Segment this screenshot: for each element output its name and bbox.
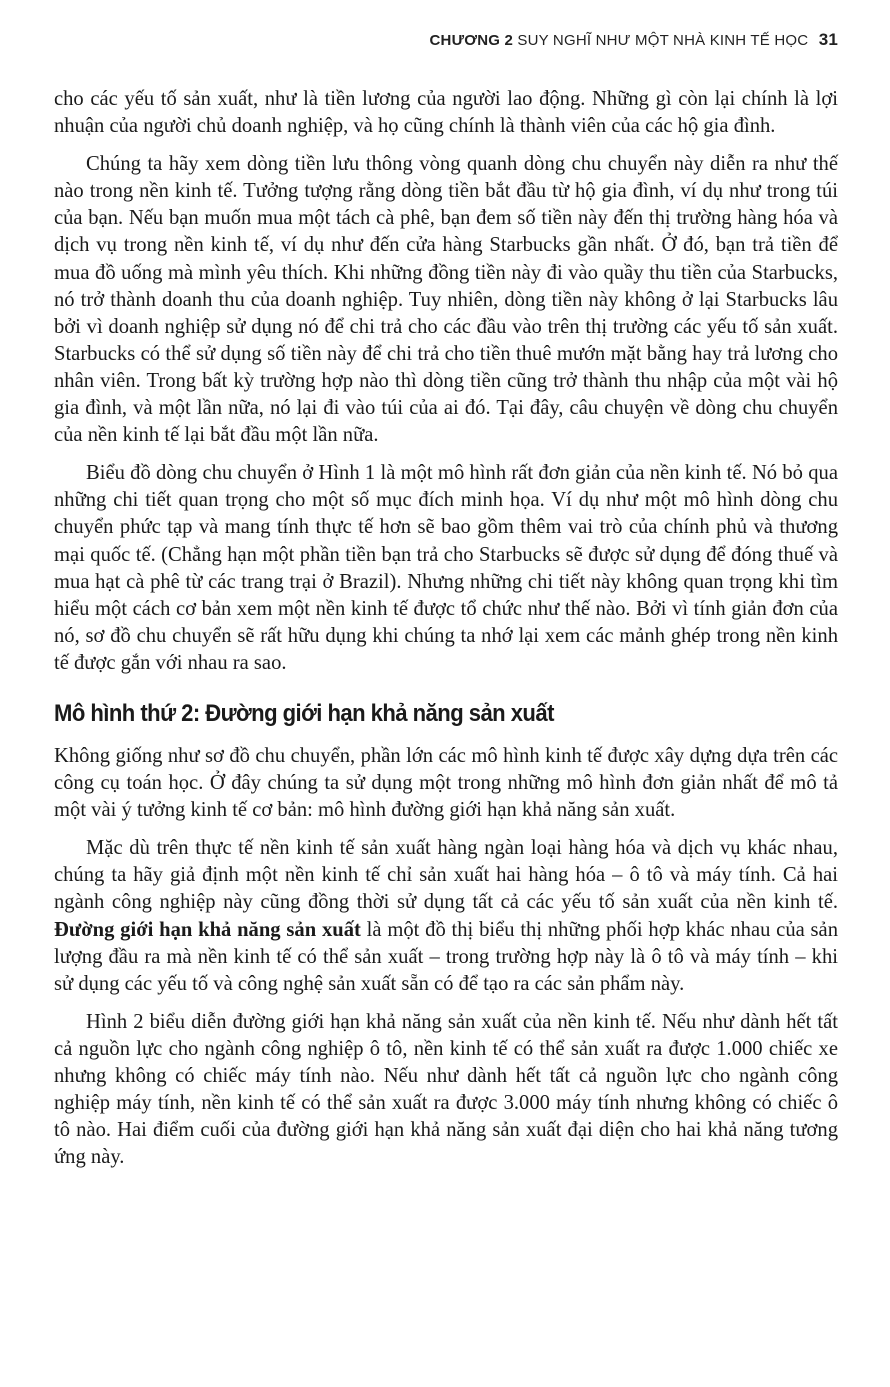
paragraph-circular-flow-model: Biểu đồ dòng chu chuyển ở Hình 1 là một mô hình rất đơn giản của nền kinh tế. Nó bỏ qua những chi tiết quan trọng cho một số mục đích minh họa. Ví dụ như một mô hình dòng chu chuyển phức tạp và mang tính thực tế hơn sẽ bao gồm thêm vai trò của chính phủ và thương mại quốc tế. (Chẳng hạn một phần tiền bạn trả cho Starbucks sẽ được sử dụng để đóng thuế và mua hạt cà phê từ các trang trại ở Brazil). Nhưng những chi tiết này không quan trọng khi tìm hiểu một cách cơ bản xem một nền kinh tế được tổ chức như thế nào. Bởi vì tính giản đơn của nó, sơ đồ chu chuyển sẽ rất hữu dụng khi chúng ta nhớ lại xem các mảnh ghép trong nền kinh tế được gắn với nhau ra sao. [54,462,838,674]
chapter-label: CHƯƠNG 2 [429,32,514,49]
chapter-title: SUY NGHĨ NHƯ MỘT NHÀ KINH TẾ HỌC [517,32,809,49]
ppf-text-before: Mặc dù trên thực tế nền kinh tế sản xuất hàng ngàn loại hàng hóa và dịch vụ khác nhau, chúng ta hãy giả định một nền kinh tế chỉ sản xuất hai hàng hóa – ô tô và máy tính. Cả hai ngành công nghiệp này cũng đồng thời sử dụng tất cả các yếu tố sản xuất của nền kinh tế. [54,837,838,914]
paragraph-continued: cho các yếu tố sản xuất, như là tiền lương của người lao động. Những gì còn lại chính là lợi nhuận của người chủ doanh nghiệp, và họ cũng chính là thành viên của các hộ gia đình. [54,88,838,138]
paragraph-figure-2: Hình 2 biểu diễn đường giới hạn khả năng sản xuất của nền kinh tế. Nếu như dành hết tất cả nguồn lực cho ngành công nghiệp ô tô, nền kinh tế có thể sản xuất ra được 1.000 chiếc xe nhưng không có chiếc máy tính nào. Nếu như dành hết tất cả nguồn lực cho ngành công nghiệp máy tính, nền kinh tế có thể sản xuất ra được 3.000 máy tính nhưng không có chiếc ô tô nào. Hai điểm cuối của đường giới hạn khả năng sản xuất đại diện cho hai khả năng tương ứng này. [54,1010,838,1169]
section-heading: Mô hình thứ 2: Đường giới hạn khả năng sản xuất [54,699,554,727]
ppf-text-after: là một đồ thị biểu thị những phối hợp khác nhau của sản lượng đầu ra mà nền kinh tế có thể sản xuất – trong trường hợp này là ô tô và máy tính – khi sử dụng các yếu tố và công nghệ sản xuất sẵn có để tạo ra các sản phẩm này. [54,918,838,995]
ppf-key-term: Đường giới hạn khả năng sản xuất [54,918,361,941]
page-body [54,86,838,1182]
paragraph-ppf-definition [54,835,838,998]
page-number: 31 [818,30,838,49]
paragraph-money-flow: Chúng ta hãy xem dòng tiền lưu thông vòng quanh dòng chu chuyển này diễn ra như thế nào trong nền kinh tế. Tưởng tượng rằng dòng tiền bắt đầu từ hộ gia đình, ví dụ như trong túi của bạn. Nếu bạn muốn mua một tách cà phê, bạn đem số tiền này đến thị trường hàng hóa và dịch vụ trong nền kinh tế, ví dụ như đến cửa hàng Starbucks gần nhất. Ở đó, bạn trả tiền để mua đồ uống mà mình yêu thích. Khi những đồng tiền này đi vào quầy thu tiền của Starbucks, nó trở thành doanh thu của doanh nghiệp. Tuy nhiên, dòng tiền này không ở lại Starbucks lâu bởi vì doanh nghiệp sử dụng nó để chi trả cho các đầu vào trên thị trường các yếu tố sản xuất. Starbucks có thể sử dụng số tiền này để chi trả cho tiền thuê mướn mặt bằng hay trả lương cho nhân viên. Trong bất kỳ trường hợp nào thì dòng tiền cũng trở thành thu nhập của một vài hộ gia đình, và một lần nữa, nó lại đi vào túi của ai đó. Tại đây, câu chuyện về dòng chu chuyển của nền kinh tế lại bắt đầu một lần nữa. [54,153,838,447]
paragraph-math-models: Không giống như sơ đồ chu chuyển, phần lớn các mô hình kinh tế được xây dựng dựa trên các công cụ toán học. Ở đây chúng ta sử dụng một trong những mô hình đơn giản nhất để mô tả một vài ý tưởng kinh tế cơ bản: mô hình đường giới hạn khả năng sản xuất. [54,744,838,822]
running-header [430,30,839,50]
